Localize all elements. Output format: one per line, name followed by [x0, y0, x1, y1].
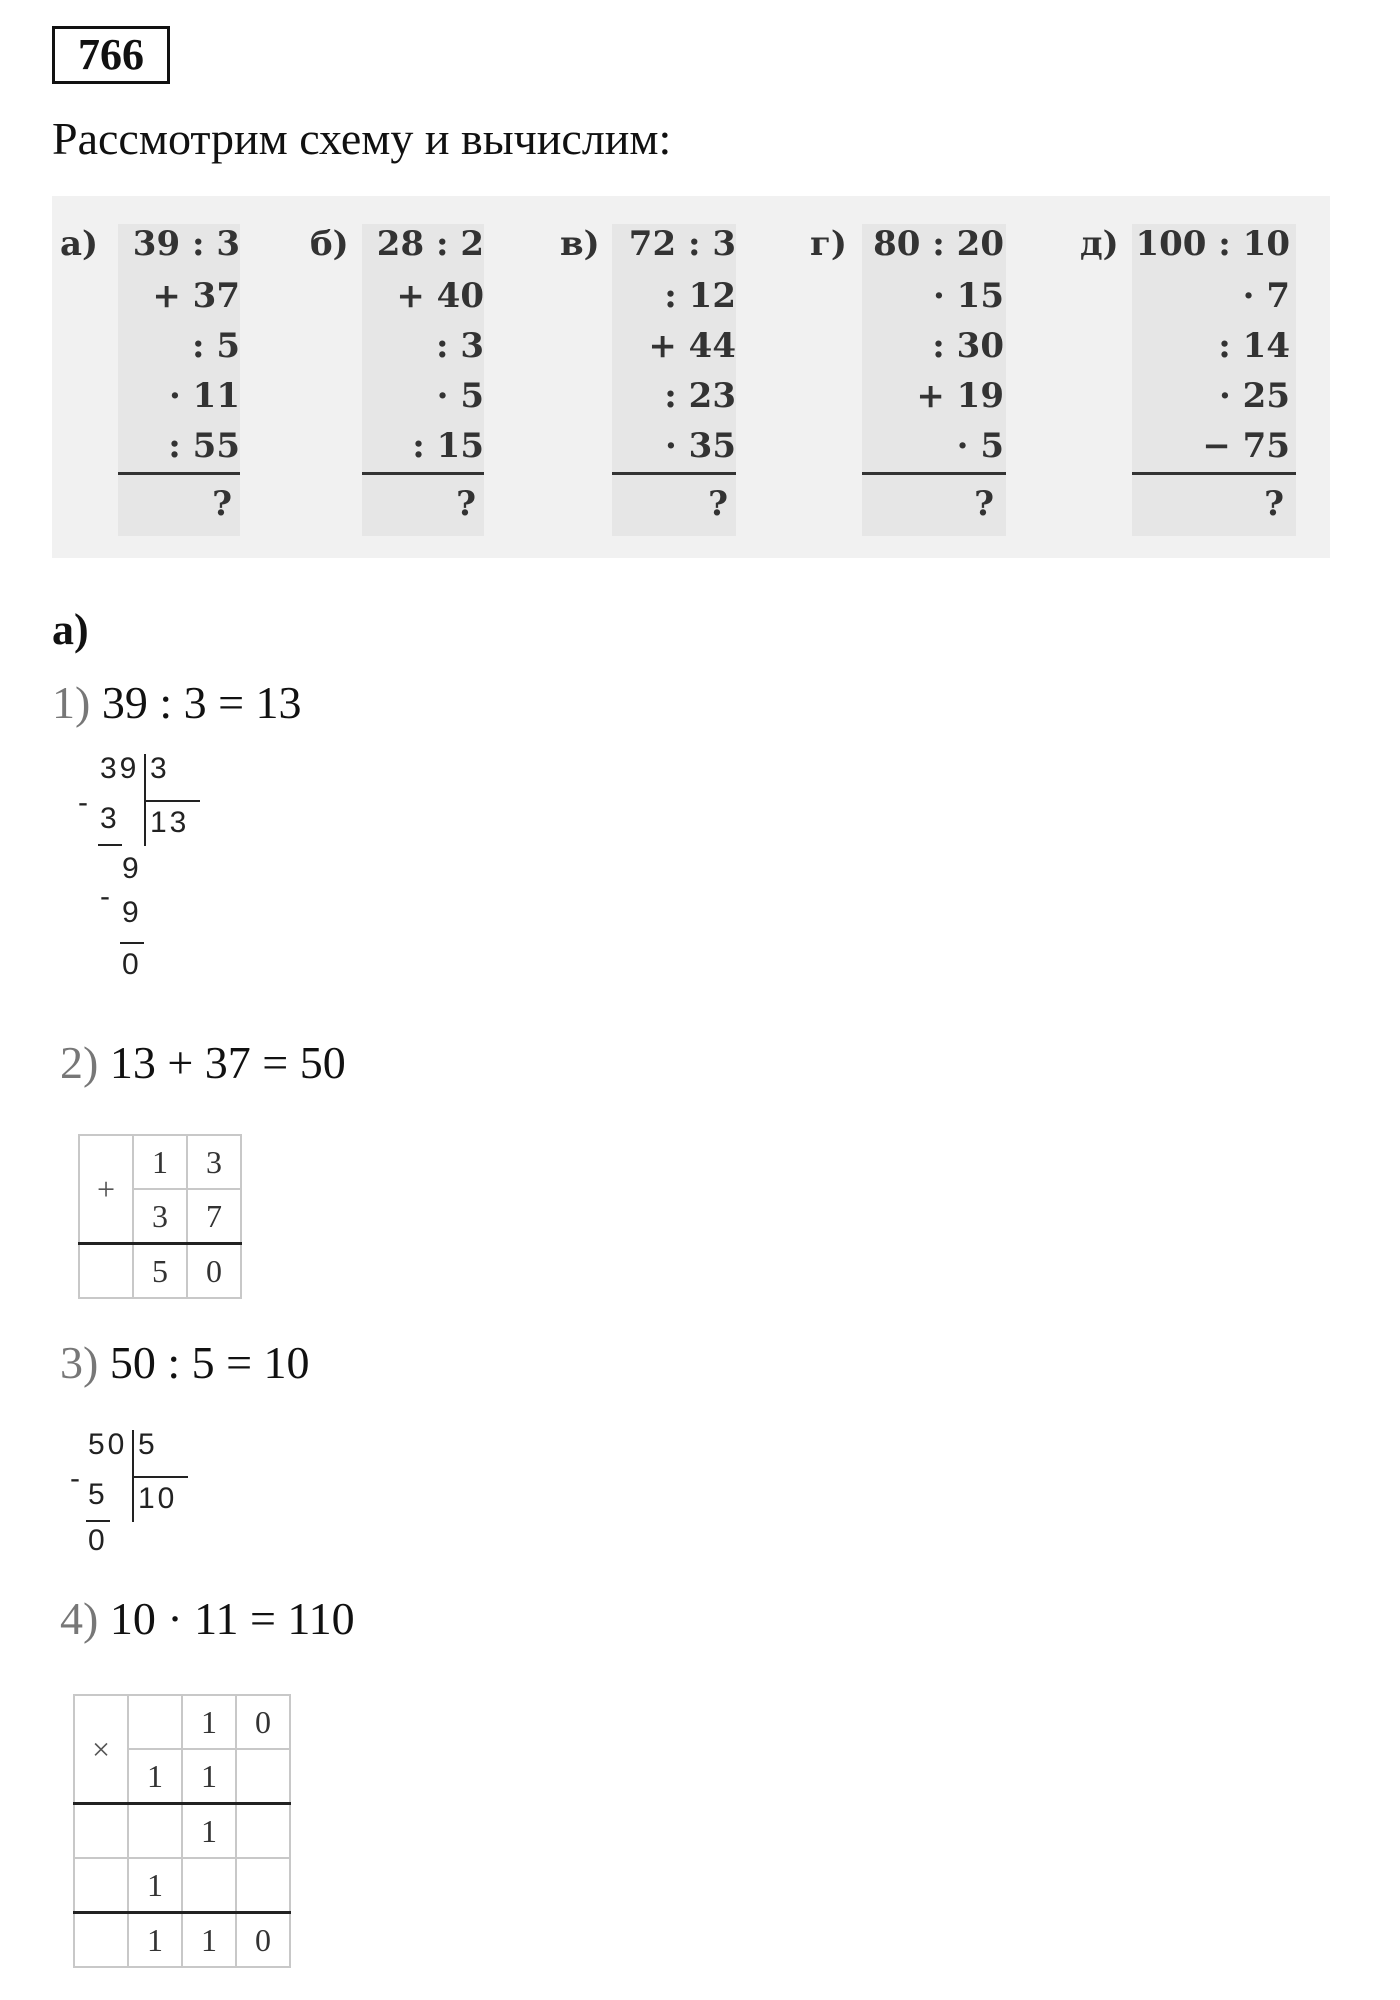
scheme-label: г) — [810, 224, 847, 264]
subtrahend: 5 — [88, 1478, 108, 1511]
scheme-op: : 12 — [664, 276, 736, 316]
grid-cell: 1 — [182, 1695, 236, 1749]
grid-cell: 5 — [133, 1244, 187, 1299]
quotient: 13 — [150, 806, 190, 839]
scheme-op: · 25 — [1219, 376, 1290, 416]
scheme-label: а) — [60, 224, 99, 264]
grid-cell — [182, 1858, 236, 1913]
grid-cell — [236, 1804, 290, 1859]
scheme-op: : 3 — [435, 326, 484, 366]
step-4 — [60, 1592, 355, 1645]
scheme-result: ? — [708, 484, 728, 524]
step-number: 4) — [60, 1593, 99, 1644]
scheme-op: : 30 — [932, 326, 1004, 366]
scheme-op: + 40 — [396, 276, 484, 316]
scheme-op: : 55 — [168, 426, 240, 466]
remainder: 0 — [122, 948, 142, 981]
scheme-panel — [52, 196, 1330, 558]
scheme-op: · 5 — [436, 376, 484, 416]
scheme-result: ? — [974, 484, 994, 524]
step-3 — [60, 1336, 310, 1389]
step-number: 1) — [52, 677, 91, 728]
scheme-start: 100 : 10 — [1135, 224, 1290, 264]
grid-cell: 1 — [128, 1749, 182, 1804]
grid-cell — [128, 1695, 182, 1749]
scheme-op: · 35 — [665, 426, 736, 466]
scheme-label: в) — [560, 224, 600, 264]
scheme-label: д) — [1080, 224, 1119, 264]
step-expression: 13 + 37 = 50 — [109, 1037, 346, 1088]
scheme-start: 28 : 2 — [376, 224, 484, 264]
scheme-op: : 5 — [191, 326, 240, 366]
scheme-result: ? — [1264, 484, 1284, 524]
remainder: 9 — [122, 852, 142, 885]
scheme-op: − 75 — [1202, 426, 1290, 466]
scheme-op: · 7 — [1242, 276, 1290, 316]
dividend: 50 — [88, 1428, 128, 1461]
scheme-op: + 19 — [916, 376, 1004, 416]
step-expression: 10 · 11 = 110 — [109, 1593, 355, 1644]
scheme-op: : 15 — [412, 426, 484, 466]
grid-cell: 1 — [182, 1913, 236, 1968]
grid-cell: 7 — [187, 1189, 241, 1244]
long-division-1: - 39 3 3 13 - 9 9 0 — [78, 752, 218, 992]
grid-cell: 1 — [133, 1135, 187, 1189]
subtrahend: 9 — [122, 896, 142, 929]
grid-cell — [128, 1804, 182, 1859]
long-division-2: - 50 5 5 10 0 — [70, 1428, 210, 1568]
grid-cell: 0 — [236, 1695, 290, 1749]
part-label: а) — [52, 605, 89, 654]
grid-cell: 0 — [187, 1244, 241, 1299]
scheme-op: · 5 — [956, 426, 1004, 466]
scheme-op: + 37 — [152, 276, 240, 316]
scheme-op: + 44 — [648, 326, 736, 366]
scheme-label: б) — [310, 224, 349, 264]
scheme-op: · 15 — [933, 276, 1004, 316]
addition-grid — [78, 1134, 242, 1299]
grid-cell: 1 — [128, 1858, 182, 1913]
dividend: 39 — [100, 752, 140, 785]
problem-number: 766 — [52, 26, 170, 84]
divisor: 5 — [138, 1428, 158, 1461]
divisor: 3 — [150, 752, 170, 785]
grid-cell — [236, 1858, 290, 1913]
scheme-start: 72 : 3 — [628, 224, 736, 264]
scheme-op: : 23 — [664, 376, 736, 416]
quotient: 10 — [138, 1482, 178, 1515]
operator: × — [74, 1695, 128, 1804]
scheme-start: 39 : 3 — [132, 224, 240, 264]
grid-cell: 0 — [236, 1913, 290, 1968]
step-expression: 50 : 5 = 10 — [109, 1337, 310, 1388]
step-number: 3) — [60, 1337, 99, 1388]
grid-cell: 1 — [182, 1804, 236, 1859]
step-2 — [60, 1036, 346, 1089]
multiplication-grid — [73, 1694, 291, 1968]
scheme-op: : 14 — [1218, 326, 1290, 366]
grid-cell — [236, 1749, 290, 1804]
step-number: 2) — [60, 1037, 99, 1088]
grid-cell: 1 — [182, 1749, 236, 1804]
scheme-start: 80 : 20 — [873, 224, 1004, 264]
scheme-result: ? — [456, 484, 476, 524]
step-1 — [52, 676, 302, 729]
scheme-result: ? — [212, 484, 232, 524]
operator: + — [79, 1135, 133, 1244]
grid-cell: 1 — [128, 1913, 182, 1968]
grid-cell: 3 — [133, 1189, 187, 1244]
grid-cell: 3 — [187, 1135, 241, 1189]
scheme-op: · 11 — [169, 376, 240, 416]
step-expression: 39 : 3 = 13 — [101, 677, 302, 728]
subtrahend: 3 — [100, 802, 120, 835]
intro-text: Рассмотрим схему и вычислим: — [52, 113, 672, 164]
remainder: 0 — [88, 1524, 108, 1557]
